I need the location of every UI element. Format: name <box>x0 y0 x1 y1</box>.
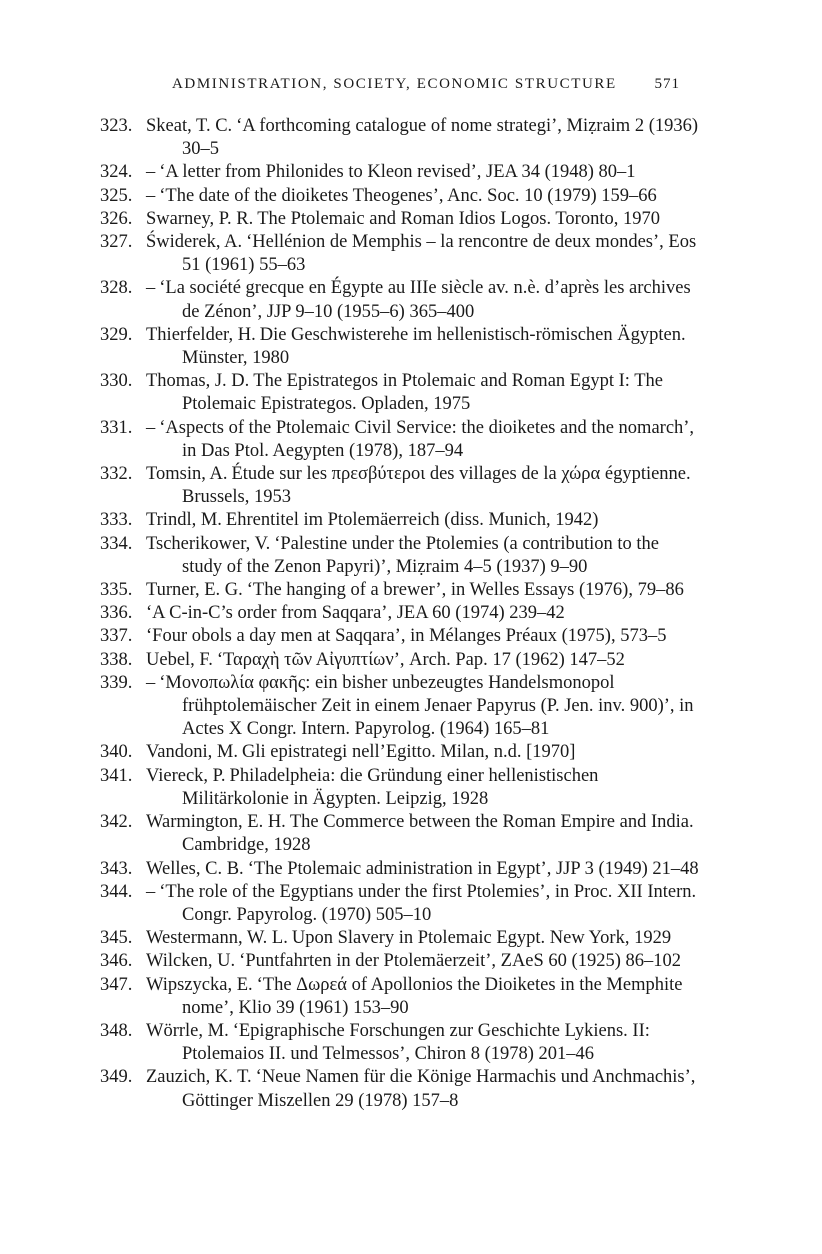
entry-number: 326. <box>100 208 133 229</box>
page-number: 571 <box>654 76 680 92</box>
entry-body <box>146 231 700 277</box>
entry-text: The Commerce between the Roman Empire and India. Cambridge, 1928 <box>182 812 694 856</box>
entry-author: Thomas, J. D. <box>146 371 250 392</box>
bibliography-entry <box>100 185 700 208</box>
entry-author: Wipszycka, E. <box>146 974 253 995</box>
bibliography-entry <box>100 417 700 463</box>
entry-number: 325. <box>100 185 133 206</box>
entry-text: ‘A forthcoming catalogue of nome strategi’, Miẓraim 2 (1936) 30–5 <box>182 116 699 160</box>
bibliography-entry <box>100 370 700 416</box>
entry-text: Upon Slavery in Ptolemaic Egypt. New York, 1929 <box>291 928 672 949</box>
entry-body <box>146 115 700 161</box>
entry-number: 340. <box>100 742 133 763</box>
entry-author: Uebel, F. <box>146 649 213 670</box>
bibliography-entry <box>100 927 700 950</box>
entry-body <box>146 533 700 579</box>
bibliography-entry <box>100 115 700 161</box>
entry-body <box>146 741 700 764</box>
bibliography-entry <box>100 1066 700 1112</box>
entry-body <box>146 927 700 950</box>
bibliography-entry <box>100 765 700 811</box>
entry-number: 323. <box>100 116 133 136</box>
entry-body <box>146 324 700 370</box>
entry-number: 330. <box>100 371 133 392</box>
entry-number: 327. <box>100 232 133 253</box>
entry-number: 338. <box>100 649 133 670</box>
entry-text: The Ptolemaic and Roman Idios Logos. Toronto, 1970 <box>257 208 660 229</box>
entry-number: 344. <box>100 881 133 902</box>
bibliography-entry <box>100 950 700 973</box>
entry-body <box>146 1020 700 1066</box>
entry-author: – <box>146 278 156 299</box>
bibliography-entry <box>100 533 700 579</box>
entry-number: 349. <box>100 1067 133 1088</box>
entry-body <box>146 625 700 648</box>
entry-body <box>146 649 700 672</box>
entry-body <box>146 509 700 532</box>
bibliography-entry <box>100 881 700 927</box>
entry-number: 332. <box>100 464 133 485</box>
entry-number: 345. <box>100 928 133 949</box>
entry-author: Warmington, E. H. <box>146 812 286 833</box>
entry-number: 335. <box>100 580 133 601</box>
entry-number: 337. <box>100 626 133 647</box>
bibliography-entry <box>100 741 700 764</box>
entry-text: ‘Neue Namen für die Könige Harmachis und Anchmachis’, Göttinger Miszellen 29 (1978) 157–8 <box>182 1067 696 1111</box>
bibliography-entry <box>100 324 700 370</box>
bibliography-entry <box>100 974 700 1020</box>
entry-author: Tomsin, A. <box>146 464 228 485</box>
entry-number: 347. <box>100 974 133 995</box>
entry-text: ‘The Δωρεά of Apollonios the Dioiketes in the Memphite nome’, Klio 39 (1961) 153–90 <box>182 974 683 1018</box>
entry-text: ‘Ταραχὴ τῶν Αἰγυπτίων’, Arch. Pap. 17 (1962) 147–52 <box>216 649 625 670</box>
entry-author: Zauzich, K. T. <box>146 1067 252 1088</box>
entry-text: Philadelpheia: die Gründung einer hellenistischen Militärkolonie in Ägypten. Leipzig, 1928 <box>182 765 599 809</box>
entry-author: Tscherikower, V. <box>146 533 271 554</box>
entry-number: 336. <box>100 603 133 624</box>
entry-number: 333. <box>100 510 133 531</box>
entry-author: – <box>146 881 156 902</box>
bibliography-entry <box>100 509 700 532</box>
entry-text: ‘The date of the dioiketes Theogenes’, Anc. Soc. 10 (1979) 159–66 <box>159 185 657 206</box>
entry-text: Die Geschwisterehe im hellenistisch-römischen Ägypten. Münster, 1980 <box>182 324 686 369</box>
entry-text: ‘Μονοπωλία φακῆς: ein bisher unbezeugtes Handelsmonopol frühptolemäischer Zeit in einem Jenaer Papyrus (P. Jen. inv. 900)’, in Actes X Congr. Intern. Papyrolog. (1964) 165–81 <box>159 672 694 740</box>
entry-author: Thierfelder, H. <box>146 324 256 345</box>
entry-text: Gli epistrategi nell’Egitto. Milan, n.d. [1970] <box>242 742 576 763</box>
entry-text: ‘Hellénion de Memphis – la rencontre de deux mondes’, Eos 51 (1961) 55–63 <box>182 232 697 276</box>
entry-text: The Epistrategos in Ptolemaic and Roman Egypt I: The Ptolemaic Epistrategos. Opladen, 1975 <box>182 371 663 415</box>
entry-number: 329. <box>100 324 133 345</box>
entry-author: Vandoni, M. <box>146 742 238 763</box>
entry-text: ‘Epigraphische Forschungen zur Geschichte Lykiens. II: Ptolemaios II. und Telmessos’, Chiron 8 (1978) 201–46 <box>182 1020 650 1065</box>
bibliography-entry <box>100 602 700 625</box>
entry-text: ‘A C-in-C’s order from Saqqara’, JEA 60 (1974) 239–42 <box>146 603 565 624</box>
bibliography-entry <box>100 231 700 277</box>
bibliography-entry <box>100 1020 700 1066</box>
bibliography-entry <box>100 811 700 857</box>
entry-number: 328. <box>100 278 133 299</box>
bibliography-list <box>100 115 700 1113</box>
entry-body <box>146 463 700 509</box>
entry-author: – <box>146 162 156 183</box>
entry-body <box>146 277 700 323</box>
entry-body <box>146 811 700 857</box>
entry-body <box>146 1066 700 1112</box>
entry-body <box>146 602 700 625</box>
bibliography-entry <box>100 649 700 672</box>
entry-body <box>146 858 700 881</box>
entry-number: 331. <box>100 417 133 438</box>
entry-body <box>146 974 700 1020</box>
entry-text: ‘A letter from Philonides to Kleon revised’, JEA 34 (1948) 80–1 <box>159 162 636 183</box>
entry-body <box>146 950 700 973</box>
entry-body <box>146 208 700 231</box>
entry-body <box>146 579 700 602</box>
entry-number: 334. <box>100 533 133 554</box>
entry-number: 342. <box>100 812 133 833</box>
bibliography-entry <box>100 463 700 509</box>
entry-number: 324. <box>100 162 133 183</box>
entry-body <box>146 370 700 416</box>
entry-number: 341. <box>100 765 133 786</box>
entry-author: Turner, E. G. <box>146 580 243 601</box>
entry-author: Swarney, P. R. <box>146 208 254 229</box>
entry-text: ‘Four obols a day men at Saqqara’, in Mélanges Préaux (1975), 573–5 <box>146 626 667 647</box>
entry-author: Wilcken, U. <box>146 951 236 972</box>
entry-author: Świderek, A. <box>146 232 243 253</box>
bibliography-entry <box>100 161 700 184</box>
entry-text: ‘The role of the Egyptians under the first Ptolemies’, in Proc. XII Intern. Congr. Papyrolog. (1970) 505–10 <box>159 881 697 925</box>
bibliography-entry <box>100 208 700 231</box>
bibliography-entry <box>100 858 700 881</box>
entry-author: Welles, C. B. <box>146 858 244 879</box>
entry-number: 339. <box>100 672 133 693</box>
entry-body <box>146 161 700 184</box>
entry-author: Skeat, T. C. <box>146 116 233 136</box>
entry-author: – <box>146 185 156 206</box>
entry-text: ‘Palestine under the Ptolemies (a contribution to the study of the Zenon Papyri)’, Miẓraim 4–5 (1937) 9–90 <box>182 533 660 577</box>
entry-body <box>146 417 700 463</box>
entry-author: Trindl, M. <box>146 510 222 531</box>
entry-author: – <box>146 672 156 693</box>
entry-body <box>146 185 700 208</box>
bibliography-entry <box>100 672 700 742</box>
entry-body <box>146 765 700 811</box>
entry-author: Wörrle, M. <box>146 1020 229 1041</box>
entry-text: ‘The hanging of a brewer’, in Welles Essays (1976), 79–86 <box>246 580 684 601</box>
entry-text: ‘Puntfahrten in der Ptolemäerzeit’, ZAeS 60 (1925) 86–102 <box>239 951 682 972</box>
bibliography-entry <box>100 579 700 602</box>
bibliography-entry <box>100 625 700 648</box>
entry-body <box>146 881 700 927</box>
entry-author: Westermann, W. L. <box>146 928 288 949</box>
entry-text: ‘The Ptolemaic administration in Egypt’, JJP 3 (1949) 21–48 <box>247 858 699 879</box>
entry-text: Ehrentitel im Ptolemäerreich (diss. Munich, 1942) <box>225 510 599 531</box>
entry-text: ‘Aspects of the Ptolemaic Civil Service: the dioiketes and the nomarch’, in Das Ptol. Aegypten (1978), 187–94 <box>159 417 695 461</box>
entry-text: Étude sur les πρεσβύτεροι des villages de la χώρα égyptienne. Brussels, 1953 <box>182 464 691 508</box>
entry-number: 343. <box>100 858 133 879</box>
entry-number: 348. <box>100 1020 133 1041</box>
bibliography-entry <box>100 277 700 323</box>
entry-author: Viereck, P. <box>146 765 226 786</box>
running-head-title: ADMINISTRATION, SOCIETY, ECONOMIC STRUCTURE <box>172 76 617 92</box>
entry-body <box>146 672 700 742</box>
entry-author: – <box>146 417 156 438</box>
entry-text: ‘La société grecque en Égypte au IIIe siècle av. n.è. d’après les archives de Zénon’, JJP 9–10 (1955–6) 365–400 <box>159 278 691 322</box>
entry-number: 346. <box>100 951 133 972</box>
